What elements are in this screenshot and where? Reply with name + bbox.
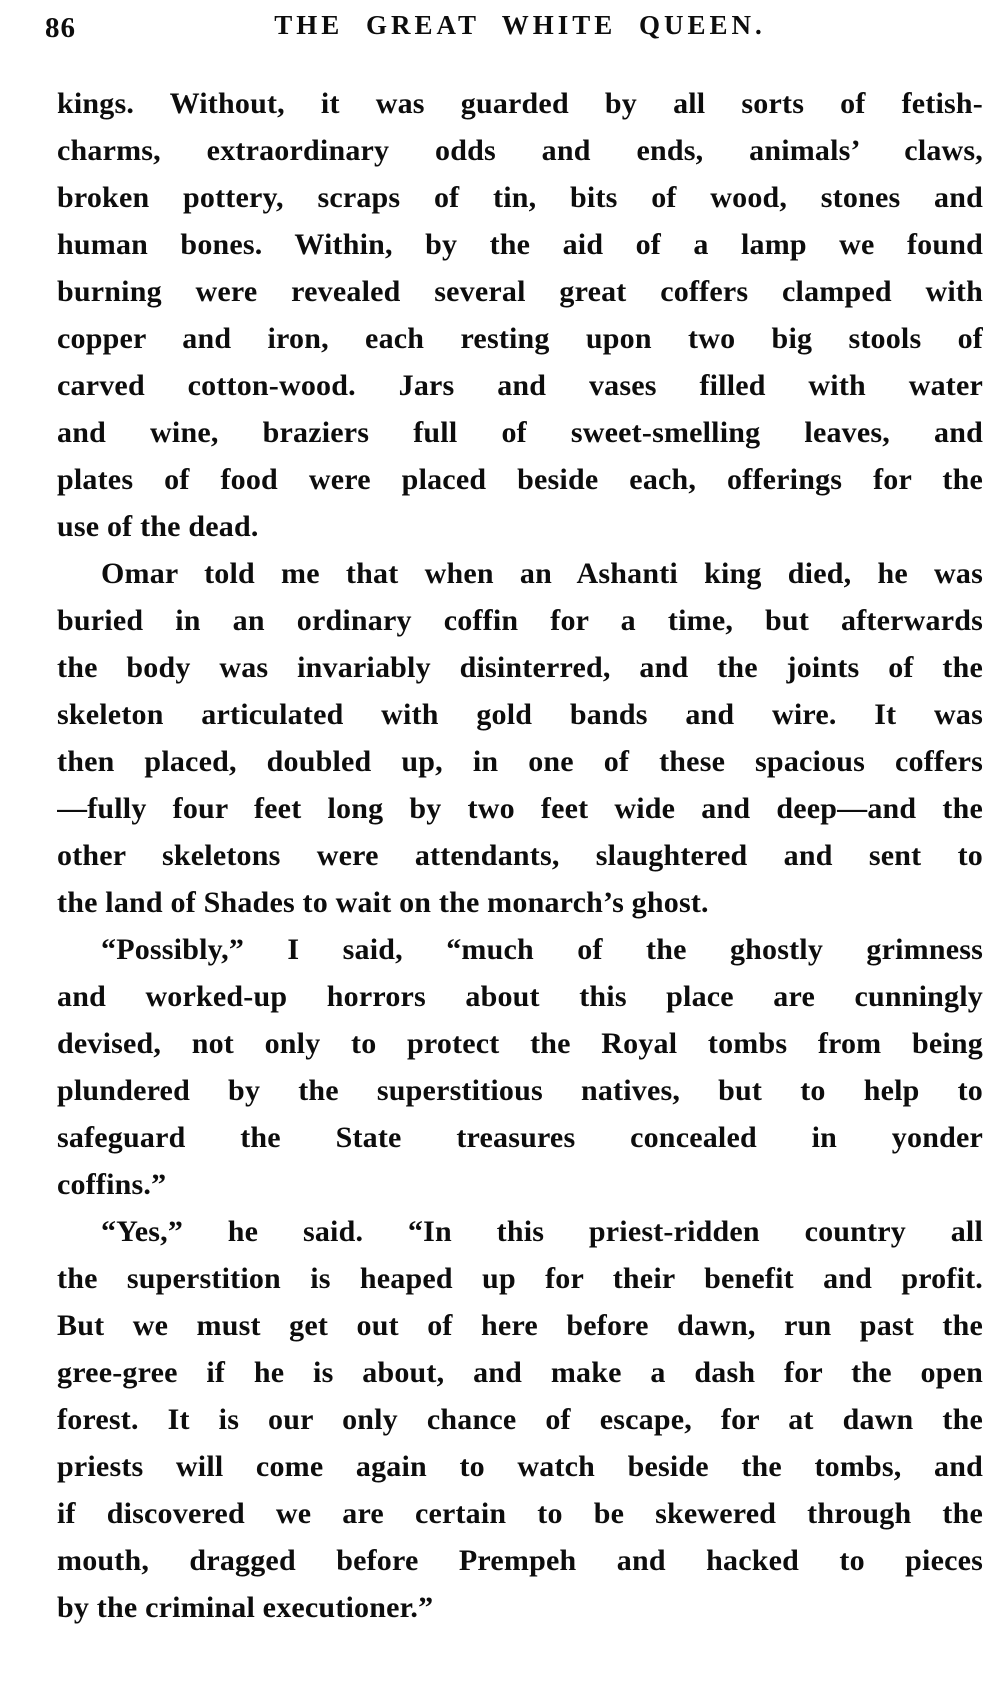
text-line: if discovered we are certain to be skewered through the bbox=[57, 1497, 983, 1530]
text-line: charms, extraordinary odds and ends, animals’ claws, bbox=[57, 134, 983, 167]
text-line: “Possibly,” I said, “much of the ghostly grimness bbox=[101, 933, 983, 966]
running-header bbox=[45, 10, 983, 50]
text-line: other skeletons were attendants, slaughtered and sent to bbox=[57, 839, 983, 872]
text-line: burning were revealed several great coffers clamped with bbox=[57, 275, 983, 308]
page-number: 86 bbox=[45, 12, 76, 44]
text-line: kings. Without, it was guarded by all sorts of fetish- bbox=[57, 87, 983, 120]
text-line: forest. It is our only chance of escape, for at dawn the bbox=[57, 1403, 983, 1436]
text-line: mouth, dragged before Prempeh and hacked to pieces bbox=[57, 1544, 983, 1577]
text-line: and worked-up horrors about this place are cunningly bbox=[57, 980, 983, 1013]
text-line: devised, not only to protect the Royal tombs from being bbox=[57, 1027, 983, 1060]
text-line: priests will come again to watch beside the tombs, and bbox=[57, 1450, 983, 1483]
text-line: then placed, doubled up, in one of these spacious coffers bbox=[57, 745, 983, 778]
text-line: plates of food were placed beside each, offerings for the bbox=[57, 463, 983, 496]
text-line: broken pottery, scraps of tin, bits of wood, stones and bbox=[57, 181, 983, 214]
text-line: copper and iron, each resting upon two big stools of bbox=[57, 322, 983, 355]
text-line: But we must get out of here before dawn, run past the bbox=[57, 1309, 983, 1342]
text-line: human bones. Within, by the aid of a lamp we found bbox=[57, 228, 983, 261]
page-body bbox=[57, 80, 983, 1631]
text-line: —fully four feet long by two feet wide and deep—and the bbox=[57, 792, 983, 825]
running-title: THE GREAT WHITE QUEEN. bbox=[274, 10, 766, 40]
text-line: the superstition is heaped up for their benefit and profit. bbox=[57, 1262, 983, 1295]
text-line: and wine, braziers full of sweet-smelling leaves, and bbox=[57, 416, 983, 449]
text-line: Omar told me that when an Ashanti king died, he was bbox=[101, 557, 983, 590]
text-line: gree-gree if he is about, and make a dash for the open bbox=[57, 1356, 983, 1389]
text-line: buried in an ordinary coffin for a time, but afterwards bbox=[57, 604, 983, 637]
text-line: safeguard the State treasures concealed in yonder bbox=[57, 1121, 983, 1154]
text-line: “Yes,” he said. “In this priest-ridden country all bbox=[101, 1215, 983, 1248]
text-line: the body was invariably disinterred, and the joints of the bbox=[57, 651, 983, 684]
text-line: coffins.” bbox=[57, 1168, 167, 1201]
text-line: the land of Shades to wait on the monarch’s ghost. bbox=[57, 886, 709, 919]
text-line: carved cotton-wood. Jars and vases filled with water bbox=[57, 369, 983, 402]
text-line: by the criminal executioner.” bbox=[57, 1591, 434, 1624]
text-line: skeleton articulated with gold bands and wire. It was bbox=[57, 698, 983, 731]
text-line: plundered by the superstitious natives, but to help to bbox=[57, 1074, 983, 1107]
text-line: use of the dead. bbox=[57, 510, 259, 543]
